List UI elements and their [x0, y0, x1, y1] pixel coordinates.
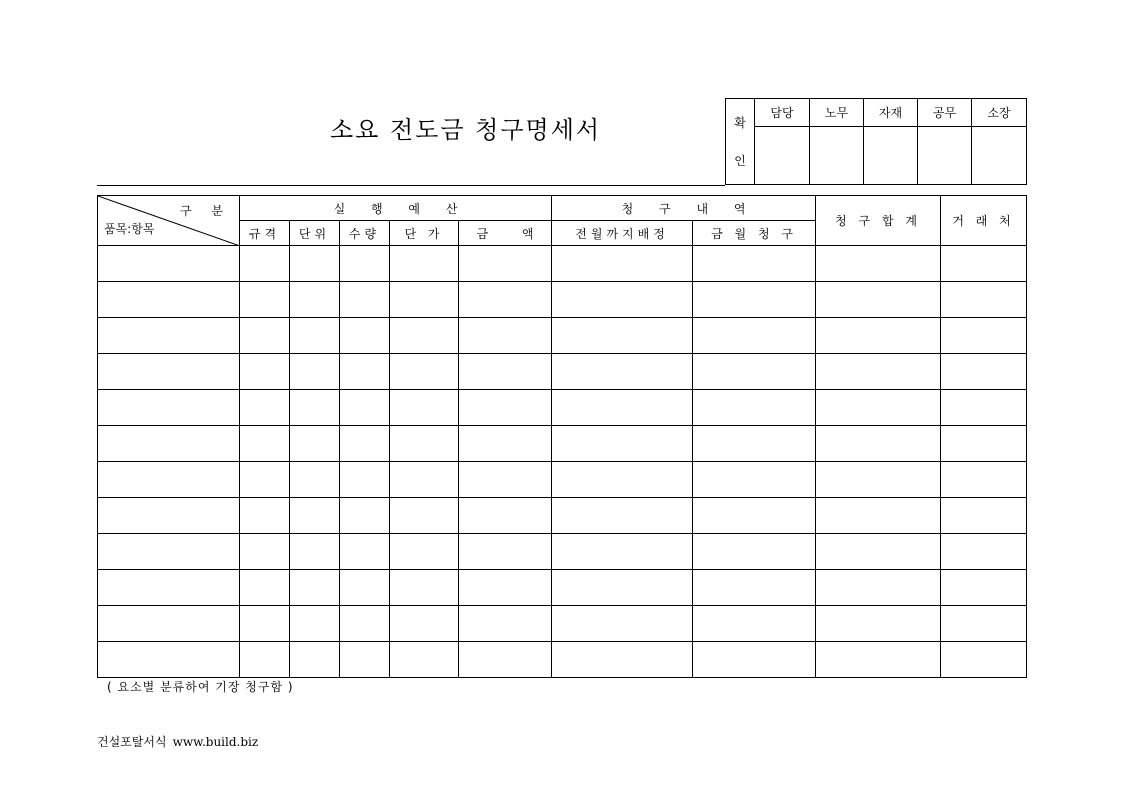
total-claim-cell[interactable]: [816, 498, 941, 534]
table-row: [98, 498, 1027, 534]
item-cell[interactable]: [98, 498, 240, 534]
prev-allocated-cell[interactable]: [552, 282, 693, 318]
this-month-claim-cell[interactable]: [693, 570, 816, 606]
vendor-cell[interactable]: [941, 498, 1027, 534]
unit-price-cell[interactable]: [390, 642, 459, 678]
footer-label: 건설포탈서식: [97, 735, 167, 749]
unit-cell[interactable]: [290, 642, 340, 678]
prev-allocated-cell[interactable]: [552, 498, 693, 534]
approval-role-site-manager: 소장: [972, 99, 1027, 127]
spec-header: 규격: [240, 221, 290, 246]
prev-allocated-cell[interactable]: [552, 246, 693, 282]
vendor-cell[interactable]: [941, 246, 1027, 282]
table-row: [98, 642, 1027, 678]
prev-allocated-cell[interactable]: [552, 642, 693, 678]
prev-allocated-cell[interactable]: [552, 318, 693, 354]
document-title: 소요 전도금 청구명세서: [330, 116, 602, 144]
item-cell[interactable]: [98, 282, 240, 318]
item-cell[interactable]: [98, 426, 240, 462]
prev-allocated-cell[interactable]: [552, 534, 693, 570]
spec-cell[interactable]: [240, 570, 290, 606]
quantity-cell[interactable]: [340, 246, 390, 282]
total-claim-cell[interactable]: [816, 318, 941, 354]
quantity-cell[interactable]: [340, 354, 390, 390]
table-row: [98, 282, 1027, 318]
unit-price-cell[interactable]: [390, 282, 459, 318]
table-row: [98, 462, 1027, 498]
approval-label-top: 확: [734, 115, 746, 130]
unit-cell[interactable]: [290, 390, 340, 426]
prev-allocated-cell[interactable]: [552, 390, 693, 426]
this-month-claim-cell[interactable]: [693, 426, 816, 462]
unit-cell[interactable]: [290, 426, 340, 462]
amount-cell[interactable]: [459, 498, 552, 534]
unit-cell[interactable]: [290, 354, 340, 390]
prev-allocated-header: 전월까지배정: [552, 221, 693, 246]
spec-cell[interactable]: [240, 282, 290, 318]
vendor-cell[interactable]: [941, 318, 1027, 354]
this-month-claim-cell[interactable]: [693, 390, 816, 426]
quantity-cell[interactable]: [340, 642, 390, 678]
approval-label-bottom: 인: [734, 153, 746, 168]
item-cell[interactable]: [98, 246, 240, 282]
amount-cell[interactable]: [459, 282, 552, 318]
quantity-cell[interactable]: [340, 606, 390, 642]
total-claim-cell[interactable]: [816, 354, 941, 390]
amount-cell[interactable]: [459, 570, 552, 606]
item-cell[interactable]: [98, 390, 240, 426]
table-row: [98, 390, 1027, 426]
unit-price-cell[interactable]: [390, 534, 459, 570]
approval-signature-engineering[interactable]: [918, 127, 972, 185]
total-claim-cell[interactable]: [816, 246, 941, 282]
unit-cell[interactable]: [290, 498, 340, 534]
this-month-claim-cell[interactable]: [693, 318, 816, 354]
prev-allocated-cell[interactable]: [552, 570, 693, 606]
total-claim-cell[interactable]: [816, 642, 941, 678]
this-month-claim-cell[interactable]: [693, 606, 816, 642]
amount-cell[interactable]: [459, 246, 552, 282]
table-row: [98, 318, 1027, 354]
spec-cell[interactable]: [240, 606, 290, 642]
table-row: [98, 606, 1027, 642]
quantity-cell[interactable]: [340, 426, 390, 462]
unit-price-cell[interactable]: [390, 462, 459, 498]
spec-cell[interactable]: [240, 462, 290, 498]
this-month-claim-cell[interactable]: [693, 246, 816, 282]
this-month-claim-cell[interactable]: [693, 498, 816, 534]
approval-role-engineering: 공무: [918, 99, 972, 127]
this-month-claim-cell[interactable]: [693, 462, 816, 498]
approval-role-staff: 담당: [755, 99, 810, 127]
quantity-header: 수량: [340, 221, 390, 246]
note-text: ( 요소별 분류하여 기장 청구함 ): [107, 680, 294, 694]
total-claim-cell[interactable]: [816, 570, 941, 606]
footer: [97, 733, 258, 750]
quantity-cell[interactable]: [340, 462, 390, 498]
unit-cell[interactable]: [290, 246, 340, 282]
budget-group-header: 실 행 예 산: [240, 196, 552, 221]
approval-signature-materials[interactable]: [864, 127, 918, 185]
approval-box: [725, 98, 1027, 185]
amount-cell[interactable]: [459, 390, 552, 426]
unit-cell[interactable]: [290, 462, 340, 498]
quantity-cell[interactable]: [340, 390, 390, 426]
approval-signature-staff[interactable]: [755, 127, 810, 185]
spec-cell[interactable]: [240, 318, 290, 354]
unit-cell[interactable]: [290, 570, 340, 606]
amount-cell[interactable]: [459, 426, 552, 462]
total-claim-header: 청 구 합 계: [816, 196, 941, 246]
item-label: 품목:항목: [104, 222, 155, 236]
approval-label: [726, 99, 755, 185]
prev-allocated-cell[interactable]: [552, 426, 693, 462]
vendor-cell[interactable]: [941, 390, 1027, 426]
amount-cell[interactable]: [459, 318, 552, 354]
unit-cell[interactable]: [290, 282, 340, 318]
approval-signature-site-manager[interactable]: [972, 127, 1027, 185]
unit-price-cell[interactable]: [390, 246, 459, 282]
total-claim-cell[interactable]: [816, 534, 941, 570]
approval-role-labor: 노무: [810, 99, 864, 127]
item-cell[interactable]: [98, 570, 240, 606]
vendor-cell[interactable]: [941, 354, 1027, 390]
quantity-cell[interactable]: [340, 498, 390, 534]
unit-price-cell[interactable]: [390, 354, 459, 390]
vendor-cell[interactable]: [941, 570, 1027, 606]
footer-url[interactable]: www.build.biz: [172, 735, 259, 749]
spec-cell[interactable]: [240, 642, 290, 678]
amount-cell[interactable]: [459, 354, 552, 390]
unit-cell[interactable]: [290, 318, 340, 354]
table-row: [98, 354, 1027, 390]
table-row: [98, 570, 1027, 606]
this-month-claim-cell[interactable]: [693, 642, 816, 678]
item-cell[interactable]: [98, 534, 240, 570]
this-month-claim-header: 금 월 청 구: [693, 221, 816, 246]
prev-allocated-cell[interactable]: [552, 354, 693, 390]
table-row: [98, 426, 1027, 462]
title-underline: [97, 185, 725, 186]
quantity-cell[interactable]: [340, 318, 390, 354]
vendor-header: 거 래 처: [941, 196, 1027, 246]
table-row: [98, 534, 1027, 570]
unit-price-cell[interactable]: [390, 318, 459, 354]
spec-cell[interactable]: [240, 498, 290, 534]
total-claim-cell[interactable]: [816, 606, 941, 642]
vendor-cell[interactable]: [941, 462, 1027, 498]
unit-price-cell[interactable]: [390, 570, 459, 606]
unit-price-cell[interactable]: [390, 390, 459, 426]
vendor-cell[interactable]: [941, 642, 1027, 678]
this-month-claim-cell[interactable]: [693, 282, 816, 318]
vendor-cell[interactable]: [941, 534, 1027, 570]
item-cell[interactable]: [98, 462, 240, 498]
unit-header: 단위: [290, 221, 340, 246]
spec-cell[interactable]: [240, 246, 290, 282]
vendor-cell[interactable]: [941, 282, 1027, 318]
unit-cell[interactable]: [290, 534, 340, 570]
total-claim-cell[interactable]: [816, 390, 941, 426]
amount-cell[interactable]: [459, 606, 552, 642]
unit-price-header: 단 가: [390, 221, 459, 246]
total-claim-cell[interactable]: [816, 282, 941, 318]
spec-cell[interactable]: [240, 534, 290, 570]
amount-cell[interactable]: [459, 642, 552, 678]
vendor-cell[interactable]: [941, 606, 1027, 642]
table-row: [98, 246, 1027, 282]
corner-header-cell: [98, 196, 240, 246]
claim-group-header: 청 구 내 역: [552, 196, 816, 221]
quantity-cell[interactable]: [340, 534, 390, 570]
this-month-claim-cell[interactable]: [693, 534, 816, 570]
quantity-cell[interactable]: [340, 570, 390, 606]
approval-signature-labor[interactable]: [810, 127, 864, 185]
claim-table: [97, 195, 1027, 678]
amount-cell[interactable]: [459, 534, 552, 570]
spec-cell[interactable]: [240, 390, 290, 426]
item-cell[interactable]: [98, 354, 240, 390]
vendor-cell[interactable]: [941, 426, 1027, 462]
spec-cell[interactable]: [240, 354, 290, 390]
unit-price-cell[interactable]: [390, 498, 459, 534]
unit-price-cell[interactable]: [390, 606, 459, 642]
prev-allocated-cell[interactable]: [552, 462, 693, 498]
amount-header: 금 액: [459, 221, 552, 246]
item-cell[interactable]: [98, 318, 240, 354]
approval-role-materials: 자재: [864, 99, 918, 127]
prev-allocated-cell[interactable]: [552, 606, 693, 642]
item-cell[interactable]: [98, 642, 240, 678]
unit-cell[interactable]: [290, 606, 340, 642]
total-claim-cell[interactable]: [816, 426, 941, 462]
spec-cell[interactable]: [240, 426, 290, 462]
this-month-claim-cell[interactable]: [693, 354, 816, 390]
total-claim-cell[interactable]: [816, 462, 941, 498]
quantity-cell[interactable]: [340, 282, 390, 318]
item-cell[interactable]: [98, 606, 240, 642]
amount-cell[interactable]: [459, 462, 552, 498]
category-label: 구 분: [180, 204, 231, 218]
unit-price-cell[interactable]: [390, 426, 459, 462]
